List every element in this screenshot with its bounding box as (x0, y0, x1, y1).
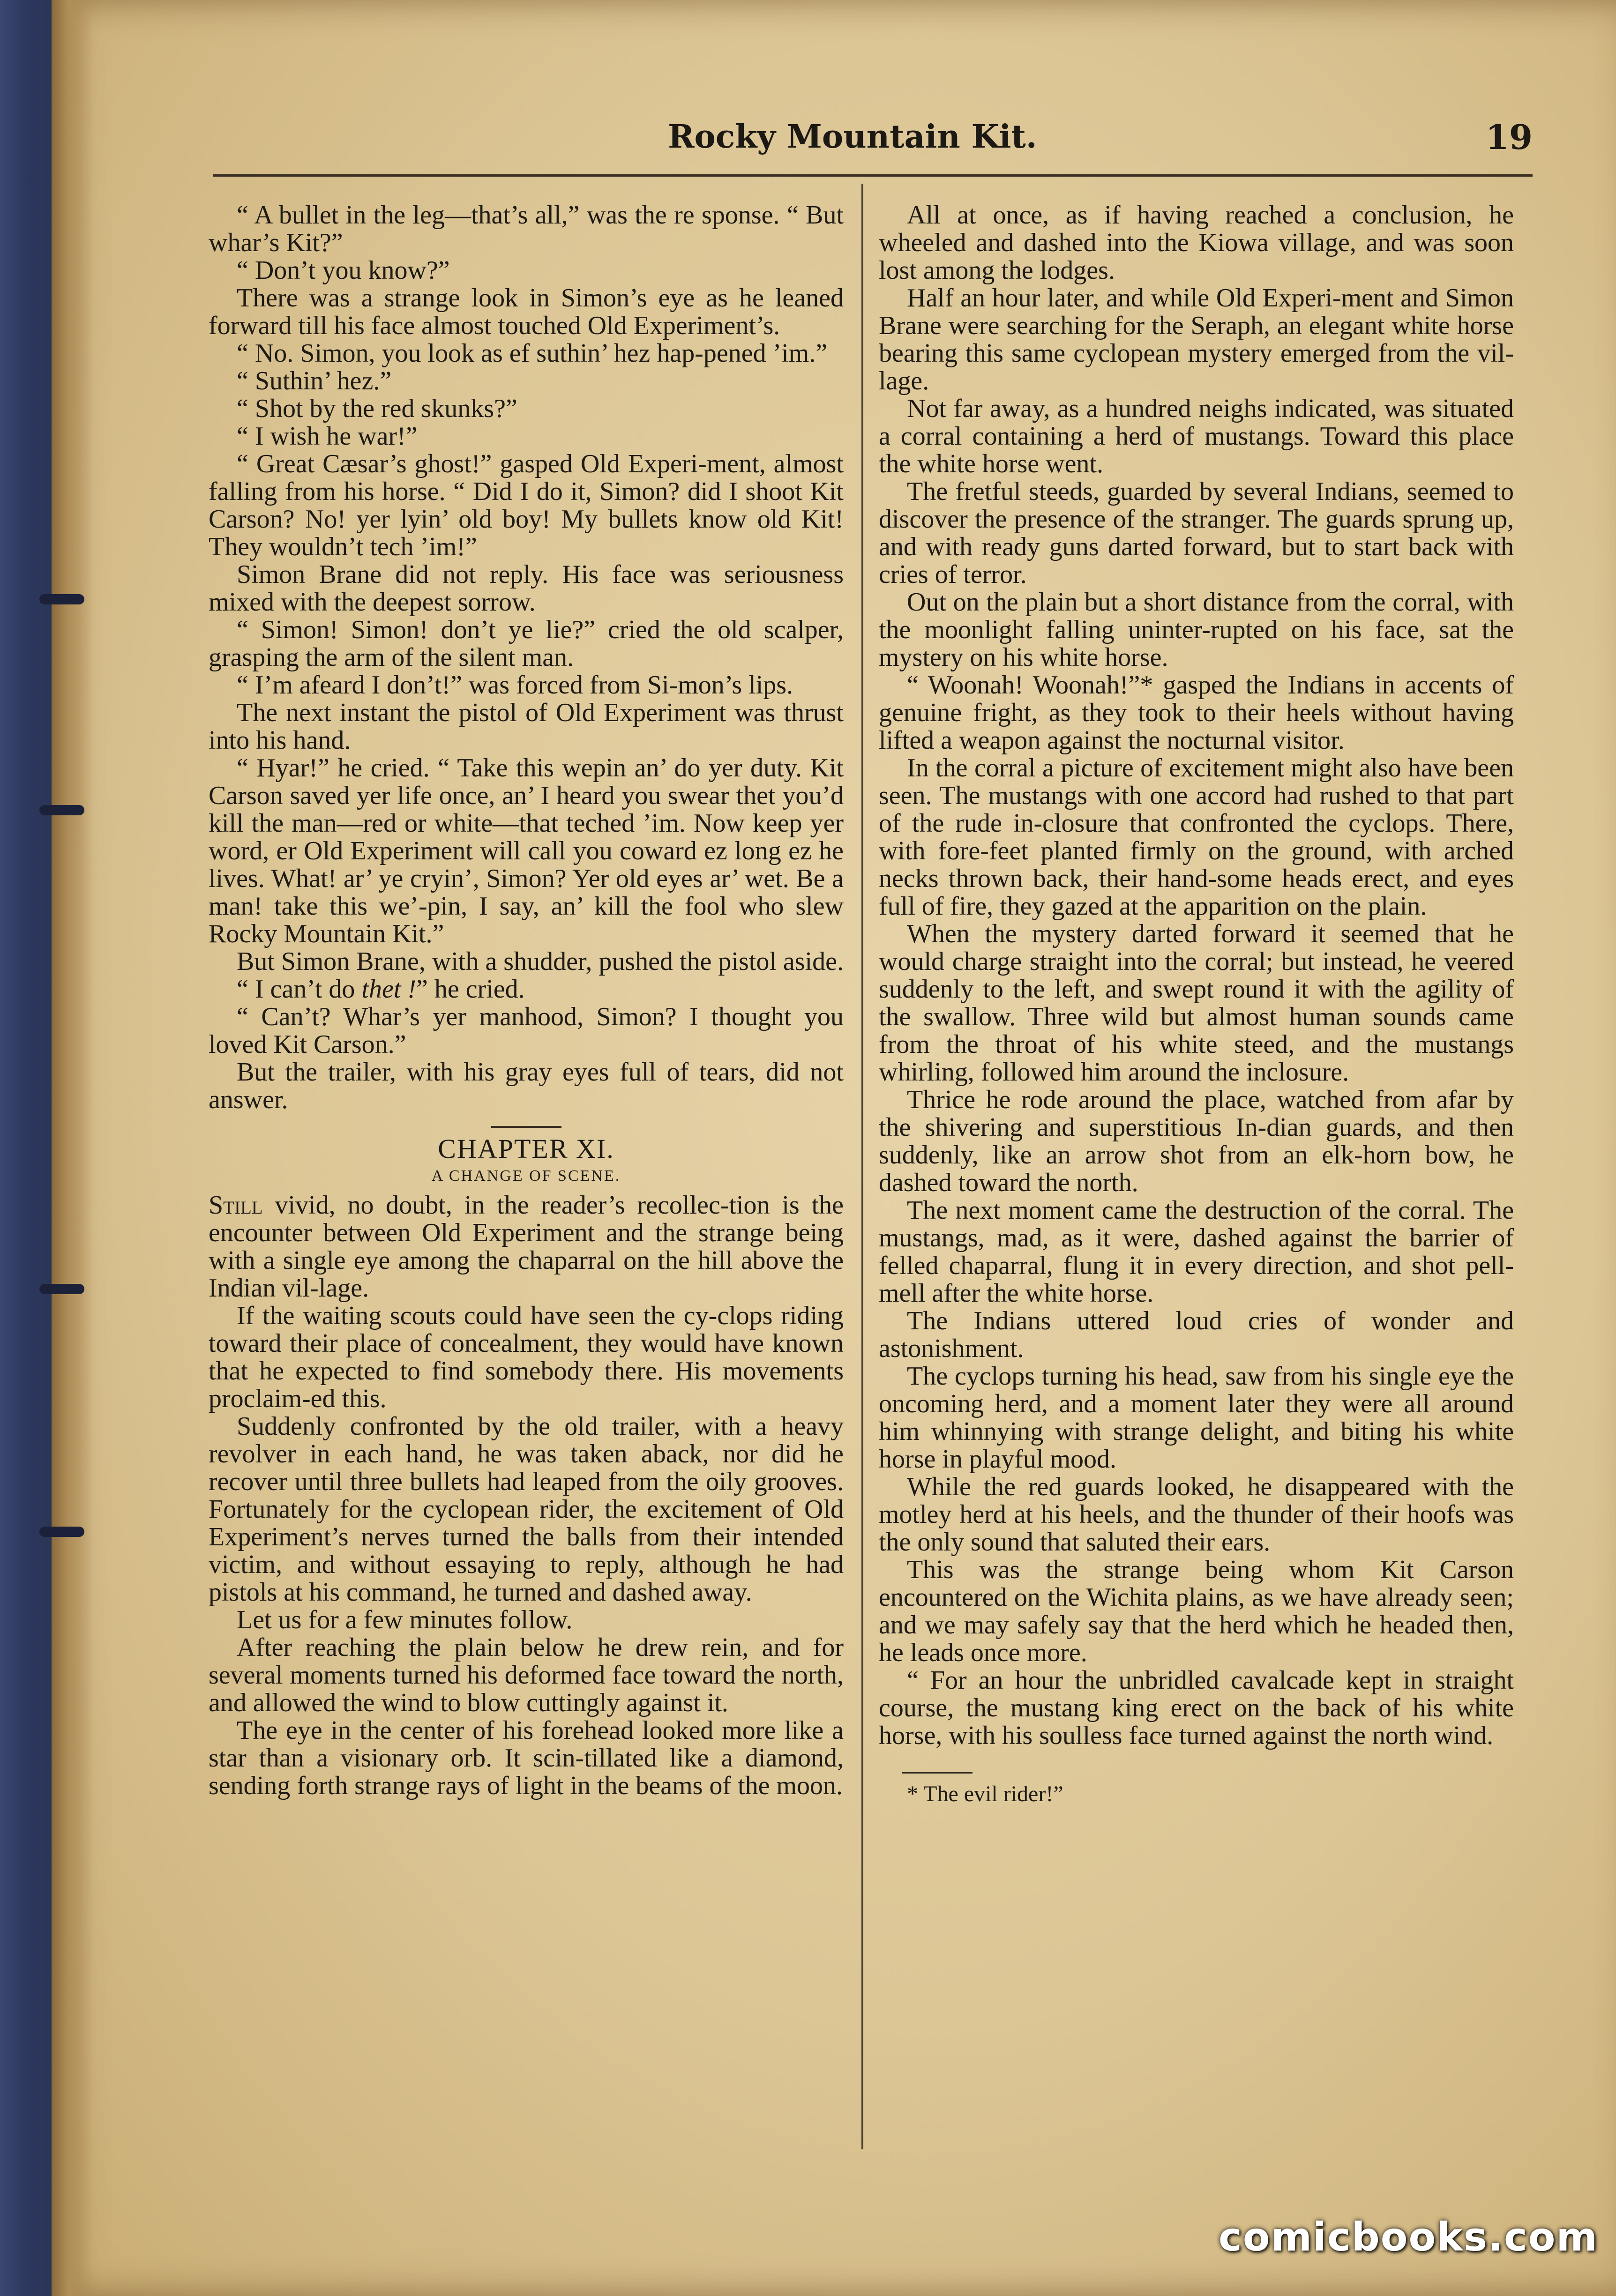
paragraph: All at once, as if having reached a conclusion, he wheeled and dashed into the Kiowa village, and was soon lost among the lodges. (879, 201, 1514, 285)
paragraph: While the red guards looked, he disappeared with the motley herd at his heels, and the thunder of their hoofs was the only sound that saluted their ears. (879, 1472, 1514, 1557)
paragraph: “ Hyar!” he cried. “ Take this wepin an’ do yer duty. Kit Carson saved yer life once, an’ I heard you swear thet you’d kill the man—red or white—that teched ’im. Now keep yer word, er Old Experiment will call you coward ez long ez he lives. What! ar’ ye cryin’, Simon? Yer old eyes ar’ wet. Be a man! take this we’-pin, I say, an’ kill the fool who slew Rocky Mountain Kit.” (209, 753, 844, 948)
paragraph: “ A bullet in the leg—that’s all,” was the re sponse. “ But whar’s Kit?” (209, 201, 844, 257)
page-number: 19 (1485, 117, 1533, 157)
paragraph: After reaching the plain below he drew rein, and for several moments turned his deformed face toward the north, and allowed the wind to blow cuttingly against it. (209, 1633, 844, 1717)
footnote-rule (902, 1772, 973, 1774)
text-run: ” he cried. (416, 975, 525, 1004)
binding-stitch (39, 805, 84, 815)
paragraph: Half an hour later, and while Old Experi-ment and Simon Brane were searching for the Seraph, an elegant white horse bearing this same cyclopean mystery emerged from the vil-lage. (879, 283, 1514, 395)
paragraph: “ Suthin’ hez.” (237, 366, 392, 395)
watermark: comicbooks.com (1219, 2214, 1598, 2260)
emphasis: thet ! (361, 975, 417, 1004)
paragraph: The eye in the center of his forehead looked more like a star than a visionary orb. It scin-tillated like a diamond, sending forth strange rays of light in the beams of the moon. (209, 1716, 844, 1800)
lead-word: Still (209, 1191, 263, 1220)
binding-stitch (39, 1284, 84, 1294)
text-run: “ I can’t do (237, 975, 362, 1004)
paragraph (209, 1192, 844, 1302)
paragraph: Suddenly confronted by the old trailer, with a heavy revolver in each hand, he was taken aback, nor did he recover until three bullets had leaped from the oily grooves. Fortunately for the cyclopean rider, the excitement of Old Experiment’s nerves turned the balls from their intended victim, and without essaying to reply, although he had pistols at his command, he turned and dashed away. (209, 1412, 844, 1607)
header-rule (213, 174, 1533, 177)
page-gutter (52, 0, 94, 2296)
paragraph: “ Woonah! Woonah!”* gasped the Indians in accents of genuine fright, as they took to their heels without having lifted a weapon against the nocturnal visitor. (879, 671, 1514, 755)
paragraph (209, 976, 844, 1003)
paragraph: The fretful steeds, guarded by several Indians, seemed to discover the presence of the stranger. The guards sprung up, and with ready guns darted forward, but to start back with cries of terror. (879, 477, 1514, 589)
paragraph: “ No. Simon, you look as ef suthin’ hez hap-pened ’im.” (237, 339, 828, 368)
paragraph: This was the strange being whom Kit Carson encountered on the Wichita plains, as we have already seen; and we may safely say that the herd which he headed then, he leads once more. (879, 1555, 1514, 1667)
paragraph: Simon Brane did not reply. His face was seriousness mixed with the deepest sorrow. (209, 560, 844, 617)
paragraph: When the mystery darted forward it seemed that he would charge straight into the corral; but instead, he veered suddenly to the left, and swept round it with the agility of the swallow. Three wild but almost human sounds came from the throat of his white steed, and the mustangs whirling, followed him around the inclosure. (879, 919, 1514, 1087)
left-column (209, 201, 844, 1800)
paragraph: “ I wish he war!” (237, 422, 418, 451)
paragraph: The next moment came the destruction of the corral. The mustangs, mad, as it were, dashed against the barrier of felled chaparral, flung it in every direction, and shot pell-mell after the white horse. (879, 1196, 1514, 1308)
paragraph: But the trailer, with his gray eyes full of tears, did not answer. (209, 1058, 844, 1114)
paragraph: Let us for a few minutes follow. (237, 1605, 573, 1634)
right-column (879, 201, 1514, 1807)
paragraph: If the waiting scouts could have seen the cy-clops riding toward their place of concealment, they would have known that he expected to find somebody there. His movements proclaim-ed this. (209, 1301, 844, 1413)
paragraph: “ I’m afeard I don’t!” was forced from Si-mon’s lips. (237, 671, 793, 700)
chapter-subtitle: A CHANGE OF SCENE. (431, 1167, 621, 1185)
footnote: * The evil rider!” (907, 1782, 1063, 1806)
chapter-rule (491, 1126, 561, 1128)
paragraph: Thrice he rode around the place, watched from afar by the shivering and superstitious In-dian guards, and then suddenly, like an arrow shot from an elk-horn bow, he dashed toward the north. (879, 1085, 1514, 1197)
paragraph: “ Great Cæsar’s ghost!” gasped Old Experi-ment, almost falling from his horse. “ Did I do it, Simon? did I shoot Kit Carson? No! yer lyin’ old boy! My bullets know old Kit! They wouldn’t tech ’im!” (209, 449, 844, 561)
binding-stitch (39, 1527, 84, 1537)
paragraph: The next instant the pistol of Old Experiment was thrust into his hand. (209, 698, 844, 755)
paragraph: “ Simon! Simon! don’t ye lie?” cried the old scalper, grasping the arm of the silent man. (209, 615, 844, 672)
paragraph: There was a strange look in Simon’s eye as he leaned forward till his face almost touched Old Experiment’s. (209, 283, 844, 340)
paragraph: Not far away, as a hundred neighs indicated, was situated a corral containing a herd of mustangs. Toward this place the white horse went. (879, 394, 1514, 478)
paragraph: “ For an hour the unbridled cavalcade kept in straight course, the mustang king erect on the back of his white horse, with his soulless face turned against the north wind. (879, 1666, 1514, 1750)
running-title: Rocky Mountain Kit. (668, 118, 1037, 156)
paragraph: In the corral a picture of excitement might also have been seen. The mustangs with one accord had rushed to that part of the rude in-closure that confronted the cyclops. There, with fore-feet planted firmly on the ground, with arched necks thrown back, their hand-some heads erect, and eyes full of fire, they gazed at the apparition on the plain. (879, 753, 1514, 921)
paragraph: But Simon Brane, with a shudder, pushed the pistol aside. (237, 947, 844, 976)
chapter-title: CHAPTER XI. (438, 1133, 614, 1164)
column-divider (861, 184, 863, 2149)
paragraph: The Indians uttered loud cries of wonder and astonishment. (879, 1306, 1514, 1363)
paragraph: The cyclops turning his head, saw from his single eye the oncoming herd, and a moment later they were all around him whinnying with strange delight, and biting his white horse in playful mood. (879, 1362, 1514, 1474)
paragraph: Out on the plain but a short distance from the corral, with the moonlight falling uninter-rupted on his face, sat the mystery on his white horse. (879, 588, 1514, 672)
binding-stitch (39, 594, 84, 604)
text-run: vivid, no doubt, in the reader’s recollec-tion is the encounter between Old Experiment and the strange being with a single eye among the chaparral on the hill above the Indian vil-lage. (209, 1191, 844, 1303)
paragraph: “ Can’t? Whar’s yer manhood, Simon? I thought you loved Kit Carson.” (209, 1002, 844, 1059)
paragraph: “ Shot by the red skunks?” (237, 394, 517, 423)
paragraph: “ Don’t you know?” (237, 256, 450, 285)
